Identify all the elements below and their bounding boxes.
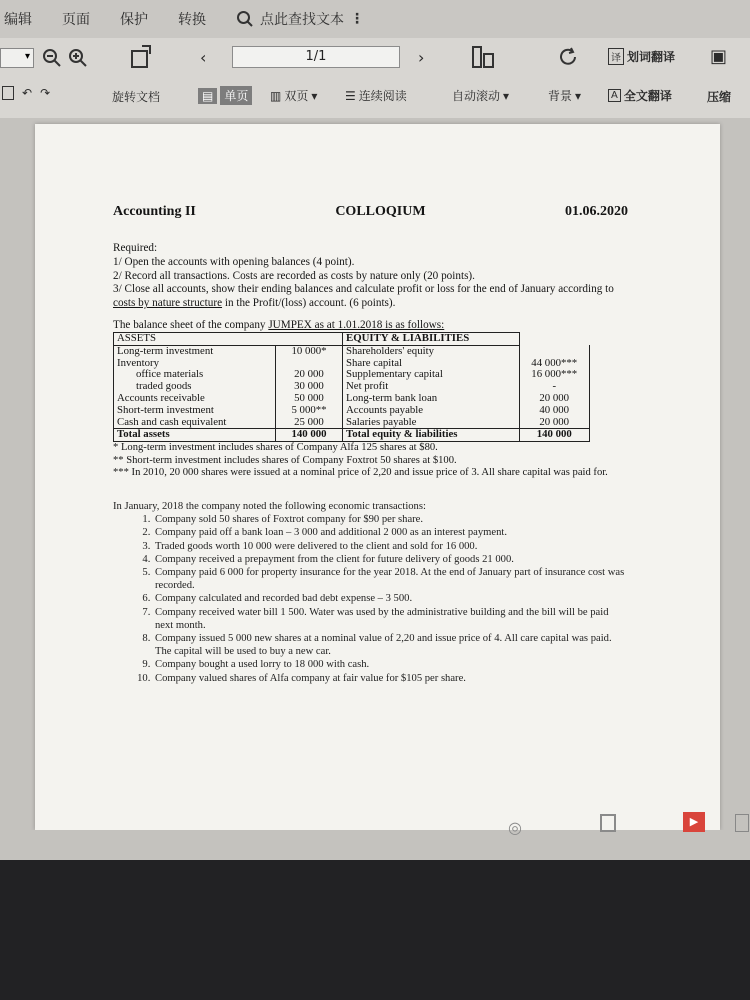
word-translate-label: 划词翻译 xyxy=(627,50,676,64)
table-total-row xyxy=(114,429,590,442)
document-content xyxy=(113,204,628,685)
continuous-read-label: 连续阅读 xyxy=(358,89,407,103)
course-title: Accounting II xyxy=(113,204,196,219)
list-item: 7. Company received water bill 1 500. Water was used by the administrative building and the bill will be paid next month. xyxy=(153,606,628,632)
prev-page-icon[interactable]: ‹ xyxy=(200,48,207,67)
more-icon[interactable]: ⋮ xyxy=(350,11,364,27)
view-mode-icons[interactable] xyxy=(2,86,50,100)
footnote-2: ** Short-term investment includes shares of Company Foxtrot 50 shares at $100. xyxy=(113,454,457,466)
rotate-right-icon[interactable]: ↷ xyxy=(40,86,51,100)
menu-bar xyxy=(0,0,750,38)
list-item: 4. Company received a prepayment from the client for future delivery of goods 21 000. xyxy=(153,553,628,566)
equity-value: 40 000 xyxy=(520,405,590,417)
requirement-3-text-a: 3/ Close all accounts, show their ending balances and calculate profit or loss for the end of January according to xyxy=(113,283,614,296)
chevron-down-icon: ▾ xyxy=(24,51,30,62)
equity-label: Salaries payable xyxy=(343,417,520,429)
search-label: 点此查找文本 xyxy=(260,12,344,28)
transactions-intro: In January, 2018 the company noted the following economic transactions: xyxy=(113,500,426,512)
monitor-bezel xyxy=(0,860,750,1000)
equity-value: 44 000*** xyxy=(520,358,590,370)
equity-value xyxy=(520,345,590,357)
asset-label: Inventory xyxy=(114,358,276,370)
asset-value: 20 000 xyxy=(276,369,343,381)
refresh-icon[interactable] xyxy=(557,46,579,68)
fullscreen-icon[interactable] xyxy=(735,814,749,832)
assets-header: ASSETS xyxy=(114,332,343,345)
requirements xyxy=(113,242,628,311)
continuous-read-icon: ☰ xyxy=(345,88,356,103)
equity-label: Share capital xyxy=(343,358,520,370)
list-item: 10. Company valued shares of Alfa company at fair value for $105 per share. xyxy=(153,672,628,685)
list-item: 9. Company bought a used lorry to 18 000 with cash. xyxy=(153,658,628,671)
document-workspace[interactable] xyxy=(0,118,750,830)
single-page-icon: ▤ xyxy=(198,88,217,104)
zoom-out-icon[interactable] xyxy=(42,48,62,68)
balance-sheet-table xyxy=(113,332,590,442)
ribbon-toolbar xyxy=(0,38,750,119)
double-page-label: 双页 xyxy=(284,89,309,103)
footnote-3: *** In 2010, 20 000 shares were issued at a nominal price of 2,20 and issue price of 3. All share capital was paid for. xyxy=(113,467,608,479)
table-row xyxy=(114,345,590,357)
search-icon xyxy=(236,10,254,28)
total-equity-label: Total equity & liabilities xyxy=(343,429,520,442)
equity-value: 16 000*** xyxy=(520,369,590,381)
total-assets-value: 140 000 xyxy=(276,429,343,442)
word-translate-button[interactable] xyxy=(608,48,675,65)
document-page xyxy=(35,124,720,830)
status-bar xyxy=(0,815,750,860)
chevron-down-icon: ▾ xyxy=(311,88,318,103)
single-page-label: 单页 xyxy=(220,86,252,105)
eye-icon[interactable]: ◎ xyxy=(508,818,522,837)
footnotes xyxy=(113,442,628,480)
asset-label: traded goods xyxy=(114,381,276,393)
equity-header: EQUITY & LIABILITIES xyxy=(343,332,520,345)
asset-value: 25 000 xyxy=(276,417,343,429)
asset-label: office materials xyxy=(114,369,276,381)
continuous-read-button[interactable] xyxy=(345,87,407,104)
asset-label: Short-term investment xyxy=(114,405,276,417)
equity-value: - xyxy=(520,381,590,393)
asset-value: 10 000* xyxy=(276,345,343,357)
menu-page[interactable]: 页面 xyxy=(62,12,90,28)
equity-label: Net profit xyxy=(343,381,520,393)
list-item: 2. Company paid off a bank loan – 3 000 and additional 2 000 as an interest payment. xyxy=(153,526,628,539)
equity-label: Supplementary capital xyxy=(343,369,520,381)
list-item: 6. Company calculated and recorded bad debt expense – 3 500. xyxy=(153,592,628,605)
layout-icon[interactable] xyxy=(470,44,496,70)
full-translate-icon: A xyxy=(608,89,621,102)
asset-label: Cash and cash equivalent xyxy=(114,417,276,429)
table-row xyxy=(114,405,590,417)
menu-protect[interactable]: 保护 xyxy=(120,12,148,28)
compress-icon[interactable]: ▣ xyxy=(710,46,728,67)
background-label: 背景 xyxy=(548,89,573,103)
footnote-1: * Long-term investment includes shares of Company Alfa 125 shares at $80. xyxy=(113,442,438,454)
search-box[interactable] xyxy=(236,9,364,29)
equity-value: 20 000 xyxy=(520,393,590,405)
single-page-button[interactable] xyxy=(198,86,252,105)
list-item: 1. Company sold 50 shares of Foxtrot company for $90 per share. xyxy=(153,513,628,526)
required-heading: Required: xyxy=(113,242,158,254)
chevron-down-icon: ▾ xyxy=(575,88,582,103)
background-button[interactable] xyxy=(548,87,581,104)
table-row xyxy=(114,417,590,429)
exam-date: 01.06.2020 xyxy=(565,204,628,219)
rotate-document-icon[interactable] xyxy=(128,44,154,70)
total-equity-value: 140 000 xyxy=(520,429,590,442)
table-header-row xyxy=(114,332,590,345)
rotate-document-label[interactable]: 旋转文档 xyxy=(112,90,161,104)
double-page-button[interactable] xyxy=(270,87,317,104)
exam-title: COLLOQIUM xyxy=(335,204,426,219)
requirement-1: 1/ Open the accounts with opening balances (4 point). xyxy=(113,255,355,268)
double-page-icon: ▥ xyxy=(270,88,282,103)
zoom-in-icon[interactable] xyxy=(68,48,88,68)
transactions-section xyxy=(113,500,628,685)
page-indicator[interactable]: 1/1 xyxy=(232,46,400,68)
requirement-2: 2/ Record all transactions. Costs are recorded as costs by nature only (20 points). xyxy=(113,269,475,282)
rotate-left-icon[interactable]: ↶ xyxy=(22,86,33,100)
table-row xyxy=(114,393,590,405)
list-item: 5. Company paid 6 000 for property insurance for the year 2018. At the end of January part of insurance cost was recorded. xyxy=(153,566,628,592)
chevron-down-icon: ▾ xyxy=(503,88,510,103)
balance-intro-a: The balance sheet of the company xyxy=(113,318,269,331)
play-icon[interactable]: ▶ xyxy=(683,812,705,832)
list-item: 8. Company issued 5 000 new shares at a nominal value of 2,20 and issue price of 4. All care capital was paid. The capital will be used to buy a new car. xyxy=(153,632,628,658)
list-item: 3. Traded goods worth 10 000 were delivered to the client and sold for 16 000. xyxy=(153,540,628,553)
asset-label: Long-term investment xyxy=(114,345,276,357)
requirement-3-text-b: in the Profit/(loss) account. (6 points). xyxy=(222,297,396,310)
total-assets-label: Total assets xyxy=(114,429,276,442)
asset-value: 30 000 xyxy=(276,381,343,393)
page-view-icon[interactable] xyxy=(600,814,616,832)
requirement-3-underlined: costs by nature structure xyxy=(113,297,223,310)
requirement-3 xyxy=(113,283,628,311)
full-translate-button[interactable] xyxy=(608,87,672,104)
equity-label: Accounts payable xyxy=(343,405,520,417)
transactions-list xyxy=(113,513,628,685)
fit-page-icon[interactable] xyxy=(2,86,14,100)
balance-intro-underlined: JUMPEX as at 1.01.2018 is as follows: xyxy=(268,318,445,331)
menu-edit[interactable]: 编辑 xyxy=(4,12,32,28)
menu-convert[interactable]: 转换 xyxy=(178,12,206,28)
asset-value: 5 000** xyxy=(276,405,343,417)
compress-label[interactable]: 压缩 xyxy=(707,90,732,104)
equity-value: 20 000 xyxy=(520,417,590,429)
equity-label: Long-term bank loan xyxy=(343,393,520,405)
asset-value: 50 000 xyxy=(276,393,343,405)
auto-scroll-button[interactable] xyxy=(452,87,509,104)
asset-label: Accounts receivable xyxy=(114,393,276,405)
auto-scroll-label: 自动滚动 xyxy=(452,89,501,103)
equity-label: Shareholders' equity xyxy=(343,345,520,357)
zoom-dropdown[interactable] xyxy=(0,48,34,68)
balance-intro xyxy=(113,319,628,331)
document-header xyxy=(113,204,628,220)
full-translate-label: 全文翻译 xyxy=(623,89,672,103)
next-page-icon[interactable]: › xyxy=(418,48,425,67)
word-translate-icon: 译 xyxy=(608,48,624,65)
